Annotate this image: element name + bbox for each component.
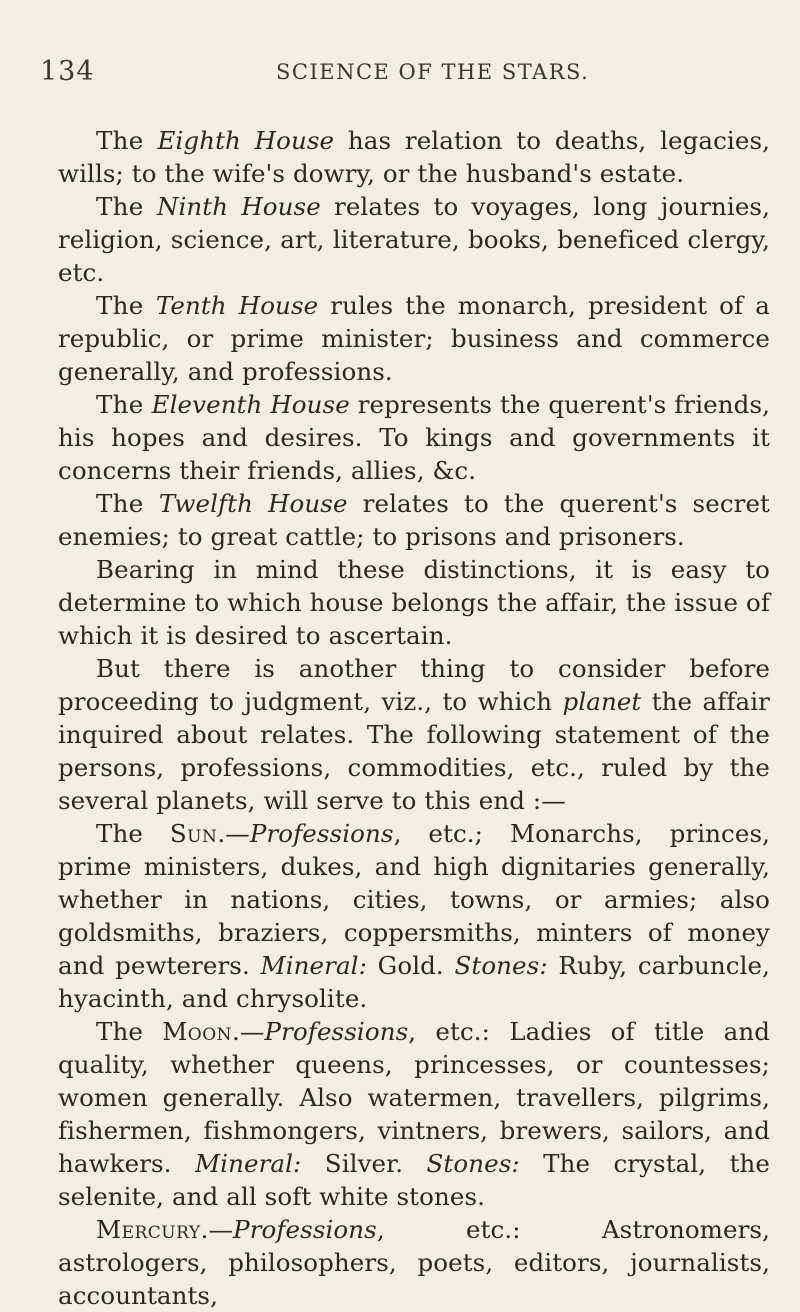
paragraph-lead: The bbox=[96, 192, 157, 221]
house-term: Ninth House bbox=[156, 192, 321, 221]
professions-text: , etc.: Astronomers, astrologers, philosophers, poets, editors, journalists, accountants, bbox=[58, 1215, 770, 1310]
professions-text: , etc.: Ladies of title and quality, whether queens, princesses, or countesses; women generally. Also watermen, travellers, pilgrims, fishermen, fishmongers, vintners, brewers, sailors, and hawkers. bbox=[58, 1017, 770, 1178]
professions-label: Professions bbox=[233, 1215, 377, 1244]
paragraph-tenth-house bbox=[58, 289, 770, 388]
stones-text: The crystal, the selenite, and all soft white stones. bbox=[58, 1149, 770, 1211]
stones-text: Ruby, carbuncle, hyacinth, and chrysolite. bbox=[58, 951, 770, 1013]
paragraph-text: the affair inquired about relates. The following statement of the persons, professions, commodities, etc., ruled by the several planets, will serve to this end :— bbox=[58, 687, 770, 815]
house-term: Twelfth House bbox=[158, 489, 348, 518]
paragraph-ninth-house bbox=[58, 190, 770, 289]
paragraph-lead: The bbox=[96, 291, 156, 320]
mineral-text: Gold. bbox=[366, 951, 455, 980]
professions-text: , etc.; Monarchs, princes, prime ministers, dukes, and high dignitaries generally, whether in nations, cities, towns, or armies; also goldsmiths, braziers, coppersmiths, minters of money and pewterers. bbox=[58, 819, 770, 980]
paragraph-eleventh-house bbox=[58, 388, 770, 487]
paragraph-mercury bbox=[58, 1213, 770, 1312]
paragraph-lead: The bbox=[96, 390, 152, 419]
mineral-label: Mineral: bbox=[260, 951, 367, 980]
paragraph-lead: The bbox=[96, 1017, 163, 1046]
house-term: Eighth House bbox=[157, 126, 335, 155]
paragraph-text: has relation to deaths, legacies, wills; to the wife's dowry, or the husband's estate. bbox=[58, 126, 771, 188]
paragraph-text: rules the monarch, president of a republic, or prime minister; business and commerce generally, and professions. bbox=[58, 291, 770, 386]
paragraph-text: relates to voyages, long journies, religion, science, art, literature, books, beneficed clergy, etc. bbox=[58, 192, 770, 287]
paragraph-twelfth-house bbox=[58, 487, 770, 553]
mineral-text: Silver. bbox=[301, 1149, 427, 1178]
page-header bbox=[40, 56, 750, 96]
mineral-label: Mineral: bbox=[194, 1149, 302, 1178]
paragraph-planets-intro bbox=[58, 652, 770, 817]
page-number: 134 bbox=[40, 56, 95, 87]
paragraph-text: relates to the querent's secret enemies; to great cattle; to prisons and prisoners. bbox=[58, 489, 770, 551]
page-body bbox=[58, 124, 770, 1312]
house-term: Tenth House bbox=[155, 291, 319, 320]
house-term: Eleventh House bbox=[151, 390, 350, 419]
planet-name: Mercury bbox=[96, 1215, 201, 1244]
paragraph-lead: The bbox=[96, 126, 158, 155]
paragraph-text: But there is another thing to consider before proceeding to judgment, viz., to which bbox=[58, 654, 770, 716]
stones-label: Stones: bbox=[454, 951, 548, 980]
planet-name: Moon bbox=[162, 1017, 233, 1046]
professions-label: Professions bbox=[249, 819, 394, 848]
paragraph-lead: The bbox=[96, 489, 159, 518]
paragraph-eighth-house bbox=[58, 124, 770, 190]
stones-label: Stones: bbox=[426, 1149, 520, 1178]
dash: .— bbox=[217, 819, 250, 848]
paragraph-lead: The bbox=[96, 819, 170, 848]
planet-term: planet bbox=[562, 687, 642, 716]
running-head: SCIENCE OF THE STARS. bbox=[276, 60, 590, 84]
paragraph-moon bbox=[58, 1015, 770, 1213]
paragraph-text: represents the querent's friends, his hopes and desires. To kings and governments it concerns their friends, allies, &c. bbox=[58, 390, 771, 485]
planet-name: Sun bbox=[169, 819, 218, 848]
paragraph-sun bbox=[58, 817, 770, 1015]
dash: .— bbox=[200, 1215, 234, 1244]
professions-label: Professions bbox=[264, 1017, 409, 1046]
paragraph-bearing: Bearing in mind these distinctions, it is easy to determine to which house belongs the affair, the issue of which it is desired to ascertain. bbox=[58, 555, 770, 650]
dash: .— bbox=[232, 1017, 265, 1046]
